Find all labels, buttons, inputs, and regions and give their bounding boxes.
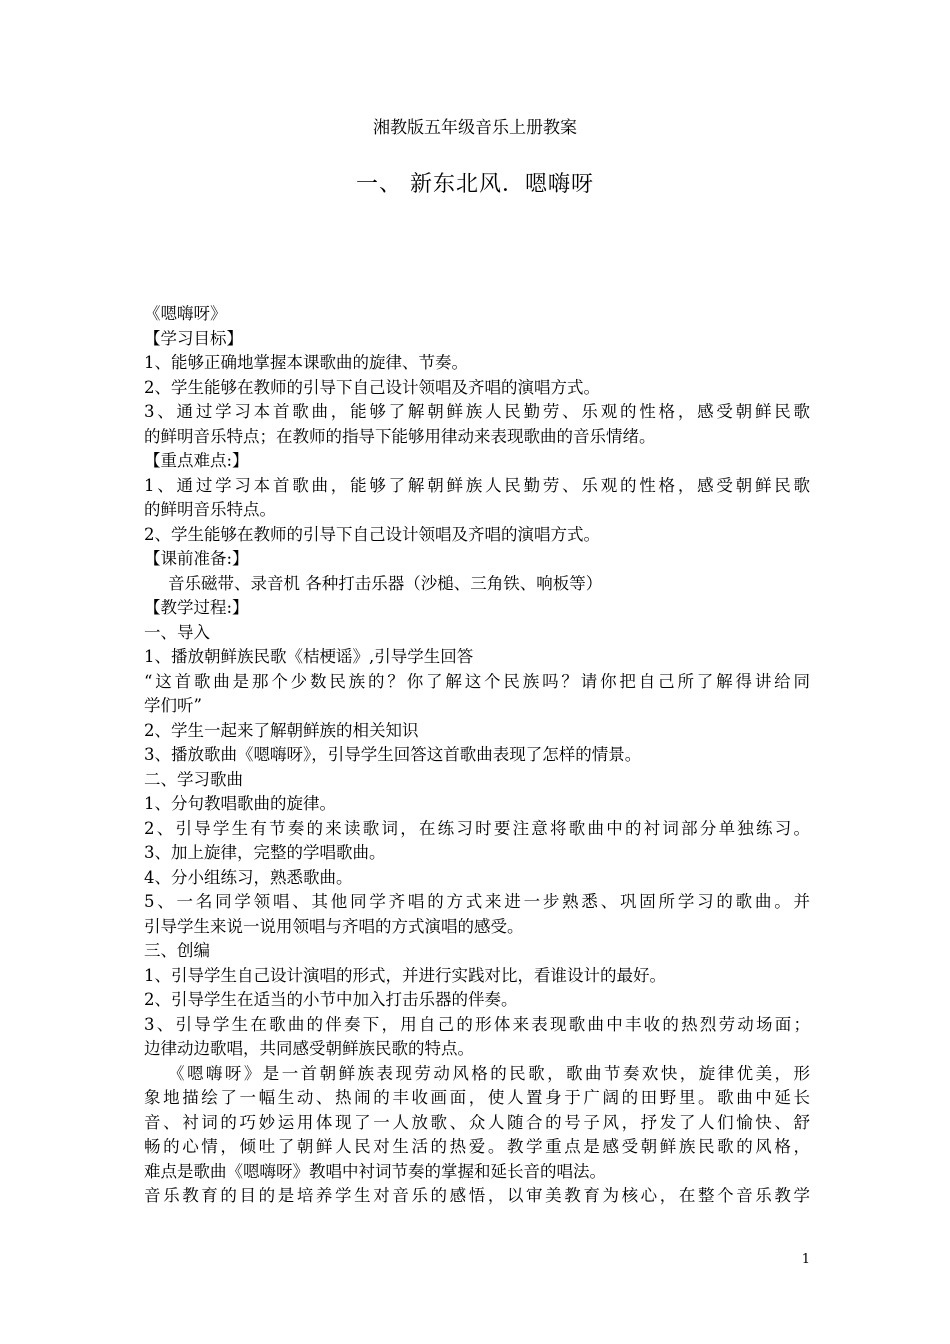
document-body	[144, 302, 810, 1209]
text-line: 2、学生能够在教师的引导下自己设计领唱及齐唱的演唱方式。	[144, 524, 600, 544]
text-line: 【课前准备:】	[144, 549, 249, 568]
text-line: 音、衬词的巧妙运用体现了一人放歌、众人随合的号子风，抒发了人们愉快、舒	[144, 1112, 810, 1132]
text-line: “这首歌曲是那个少数民族的？你了解这个民族吗？请你把自己所了解得讲给同	[144, 671, 810, 691]
text-line: 【重点难点:】	[144, 451, 249, 470]
text-line: 三、创编	[144, 941, 210, 960]
text-line: 【学习目标】	[144, 328, 243, 348]
text-line: 引导学生来说一说用领唱与齐唱的方式演唱的感受。	[144, 916, 524, 936]
lesson-title: 一、 新东北风．嗯嗨呀	[356, 172, 594, 197]
text-line: 【教学过程:】	[144, 598, 249, 617]
text-line: 1、通过学习本首歌曲，能够了解朝鲜族人民勤劳、乐观的性格，感受朝鲜民歌	[144, 475, 810, 495]
text-line: 2、引导学生有节奏的来读歌词，在练习时要注意将歌曲中的衬词部分单独练习。	[144, 818, 810, 838]
text-line: 学们听”	[144, 696, 202, 715]
text-line: 一、导入	[144, 622, 210, 642]
text-line: 5、一名同学领唱、其他同学齐唱的方式来进一步熟悉、巩固所学习的歌曲。并	[144, 892, 810, 911]
text-line: 1、能够正确地掌握本课歌曲的旋律、节奏。	[144, 353, 468, 372]
text-line: 1、分句教唱歌曲的旋律。	[144, 794, 336, 813]
text-line: 4、分小组练习，熟悉歌曲。	[144, 867, 353, 887]
document-header-title: 湘教版五年级音乐上册教案	[373, 118, 577, 138]
text-line: 1、播放朝鲜族民歌《桔梗谣》,引导学生回答	[144, 647, 474, 666]
text-line: 1、引导学生自己设计演唱的形式，并进行实践对比，看谁设计的最好。	[144, 965, 666, 985]
text-line: 畅的心情，倾吐了朝鲜人民对生活的热爱。教学重点是感受朝鲜族民歌的风格，	[144, 1137, 810, 1156]
text-line: 的鲜明音乐特点；在教师的指导下能够用律动来表现歌曲的音乐情绪。	[144, 426, 656, 446]
text-line: 3、引导学生在歌曲的伴奏下，用自己的形体来表现歌曲中丰收的热烈劳动场面；	[144, 1014, 810, 1034]
text-line: 2、学生能够在教师的引导下自己设计领唱及齐唱的演唱方式。	[144, 377, 600, 397]
text-line: 边律动边歌唱，共同感受朝鲜族民歌的特点。	[144, 1039, 474, 1058]
page-number: 1	[801, 1252, 810, 1267]
text-line: 3、播放歌曲《嗯嗨呀》，引导学生回答这首歌曲表现了怎样的情景。	[144, 745, 642, 764]
text-line: 难点是歌曲《嗯嗨呀》教唱中衬词节奏的掌握和延长音的唱法。	[144, 1161, 606, 1181]
text-line: 3、通过学习本首歌曲，能够了解朝鲜族人民勤劳、乐观的性格，感受朝鲜民歌	[144, 402, 810, 421]
text-line: 《嗯嗨呀》是一首朝鲜族表现劳动风格的民歌，歌曲节奏欢快，旋律优美，形	[168, 1063, 810, 1083]
text-line: 2、学生一起来了解朝鲜族的相关知识	[144, 720, 419, 740]
text-line: 音乐磁带、录音机 各种打击乐器（沙槌、三角铁、响板等）	[168, 573, 603, 593]
text-line: 2、引导学生在适当的小节中加入打击乐器的伴奏。	[144, 990, 518, 1009]
text-line: 象地描绘了一幅生动、热闹的丰收画面，使人置身于广阔的田野里。歌曲中延长	[144, 1088, 810, 1107]
text-line: 二、学习歌曲	[144, 769, 243, 789]
text-line: 音乐教育的目的是培养学生对音乐的感悟，以审美教育为核心，在整个音乐教学	[144, 1186, 810, 1205]
text-line: 的鲜明音乐特点。	[144, 500, 276, 519]
text-line: 《嗯嗨呀》	[144, 304, 227, 323]
text-line: 3、加上旋律，完整的学唱歌曲。	[144, 843, 386, 862]
